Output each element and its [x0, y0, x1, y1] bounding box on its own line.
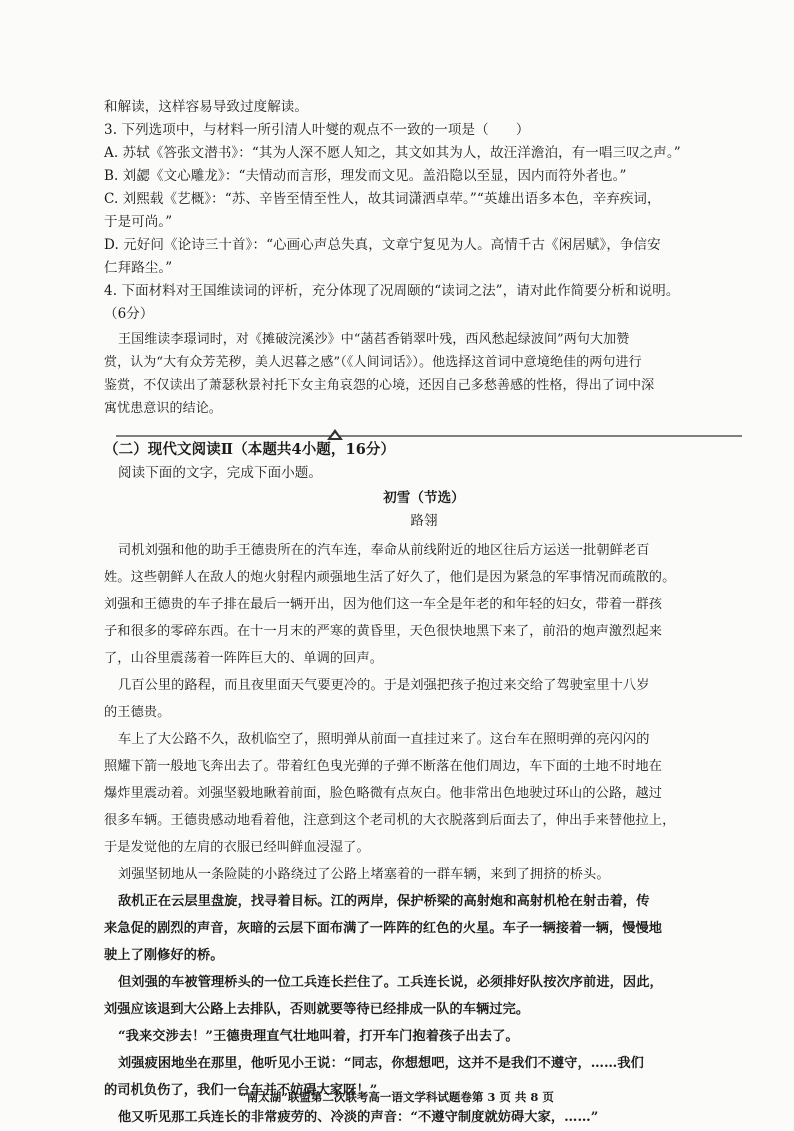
story-line: 照耀下箭一般地飞奔出去了。带着红色曳光弹的子弹不断落在他们周边，车下面的土地不时地在: [104, 759, 663, 774]
story-title: 初雪（节选）: [383, 490, 465, 506]
q3-option-d-line2: 仁拜路尘。”: [104, 260, 173, 276]
story-line: 了，山谷里震荡着一阵阵巨大的、单调的回声。: [104, 651, 384, 666]
story-line: 刘强疲困地坐在那里，他听见小王说：“同志，你想想吧，这并不是我们不遵守，……我们: [118, 1056, 644, 1071]
carryover-line: 和解读，这样容易导致过度解读。: [104, 99, 308, 115]
story-line: 驶上了刚修好的桥。: [104, 948, 224, 963]
question-3-block: [104, 96, 744, 420]
story-line: 爆炸里震动着。刘强坚毅地瞅着前面，脸色略微有点灰白。他非常出色地驶过环山的公路，越过: [104, 786, 663, 801]
section-2-heading: （二）现代文阅读Ⅱ（本题共4小题，16分）: [104, 441, 396, 458]
story-line: 的王德贵。: [104, 705, 171, 720]
story-line: 几百公里的路程，而且夜里面天气要更冷的。于是刘强把孩子抱过来交给了驾驶室里十八岁: [118, 678, 650, 693]
story-line: 刘强和王德贵的车子排在最后一辆开出，因为他们这一车全是年老的和年轻的妇女，带着一群孩: [104, 597, 663, 612]
story-line: “我来交涉去！”王德贵理直气壮地叫着，打开车门抱着孩子出去了。: [118, 1029, 519, 1044]
q4-material-line2: 赏，认为“大有众芳芜秽，美人迟暮之感”（《人间词话》）。他选择这首词中意境绝佳的两句进行: [104, 355, 642, 370]
story-author: 路翎: [410, 513, 438, 529]
story-line: 他又听见那工兵连长的非常疲劳的、冷淡的声音：“不遵守制度就妨碍大家，……”: [118, 1110, 599, 1125]
q3-option-c-line2: 于是可尚。”: [104, 214, 173, 230]
story-line: 姓。这些朝鲜人在敌人的炮火射程内顽强地生活了好久了，他们是因为紧急的军事情况而疏散的。: [104, 570, 676, 585]
q3-stem: 3. 下列选项中，与材料一所引清人叶燮的观点不一致的一项是（ ）: [104, 122, 530, 138]
story-line: 来急促的剧烈的声音，灰暗的云层下面布满了一阵阵的红色的火星。车子一辆接着一辆，慢慢地: [104, 921, 663, 936]
q4-stem-line2: （6分）: [104, 306, 154, 322]
story-line: 但刘强的车被管理桥头的一位工兵连长拦住了。工兵连长说，必须排好队按次序前进，因此，: [118, 975, 663, 990]
story-line: 的司机负伤了，我们一台车并不妨碍大家呀！”: [104, 1083, 378, 1098]
q3-option-b: B. 刘勰《文心雕龙》：“夫情动而言形，理发而文见。盖沿隐以至显，因内而符外者也。”: [104, 168, 627, 184]
q4-stem-line1: 4. 下面材料对王国维读词的评析，充分体现了况周颐的“读词之法”，请对此作简要分析和说明。: [104, 283, 680, 299]
story-line: 司机刘强和他的助手王德贵所在的汽车连，奉命从前线附近的地区往后方运送一批朝鲜老百: [118, 543, 650, 558]
q4-material-line3: 鉴赏，不仅读出了萧瑟秋景衬托下女主角哀怨的心境，还因自己多愁善感的性格，得出了词中深: [104, 378, 655, 393]
story-line: 刘强坚韧地从一条险陡的小路绕过了公路上堵塞着的一群车辆，来到了拥挤的桥头。: [118, 867, 610, 882]
section-2-header: [104, 438, 744, 533]
q4-material-line4: 寓忧患意识的结论。: [104, 401, 222, 416]
story-line: 车上了大公路不久，敌机临空了，照明弹从前面一直挂过来了。这台车在照明弹的亮闪闪的: [118, 732, 650, 747]
story-line: 很多车辆。王德贵感动地看着他，注意到这个老司机的大衣脱落到后面去了，伸出手来替他拉上，: [104, 813, 676, 828]
story-body: [104, 537, 744, 1131]
story-line: 子和很多的零碎东西。在十一月末的严寒的黄昏里，天色很快地黑下来了，前沿的炮声激烈起来: [104, 624, 663, 639]
q4-material-line1: 王国维读李璟词时，对《摊破浣溪沙》中“菡萏香销翠叶残，西风愁起绿波间”两句大加赞: [118, 332, 630, 347]
section-2-instruction: 阅读下面的文字，完成下面小题。: [118, 465, 322, 481]
story-line: 刘强应该退到大公路上去排队，否则就要等待已经排成一队的车辆过完。: [104, 1002, 530, 1017]
q3-option-c-line1: C. 刘熙载《艺概》：“苏、辛皆至情至性人，故其词潇洒卓荦。”“英雄出语多本色，辛弃疾词，: [104, 191, 661, 207]
story-line: 于是发觉他的左肩的衣服已经叫鲜血浸湿了。: [104, 840, 370, 855]
q3-option-a: A. 苏轼《答张文潜书》：“其为人深不愿人知之，其文如其为人，故汪洋澹泊，有一唱三叹之声。”: [104, 145, 681, 161]
page-footer: “南太湖”联盟第二次联考高一语文学科试题卷第 3 页 共 8 页: [240, 1090, 554, 1104]
story-line: 敌机正在云层里盘旋，找寻着目标。江的两岸，保护桥梁的高射炮和高射机枪在射击着，传: [118, 894, 650, 909]
q3-option-d-line1: D. 元好问《论诗三十首》：“心画心声总失真，文章宁复见为人。高情千古《闲居赋》，争信安: [104, 237, 661, 253]
